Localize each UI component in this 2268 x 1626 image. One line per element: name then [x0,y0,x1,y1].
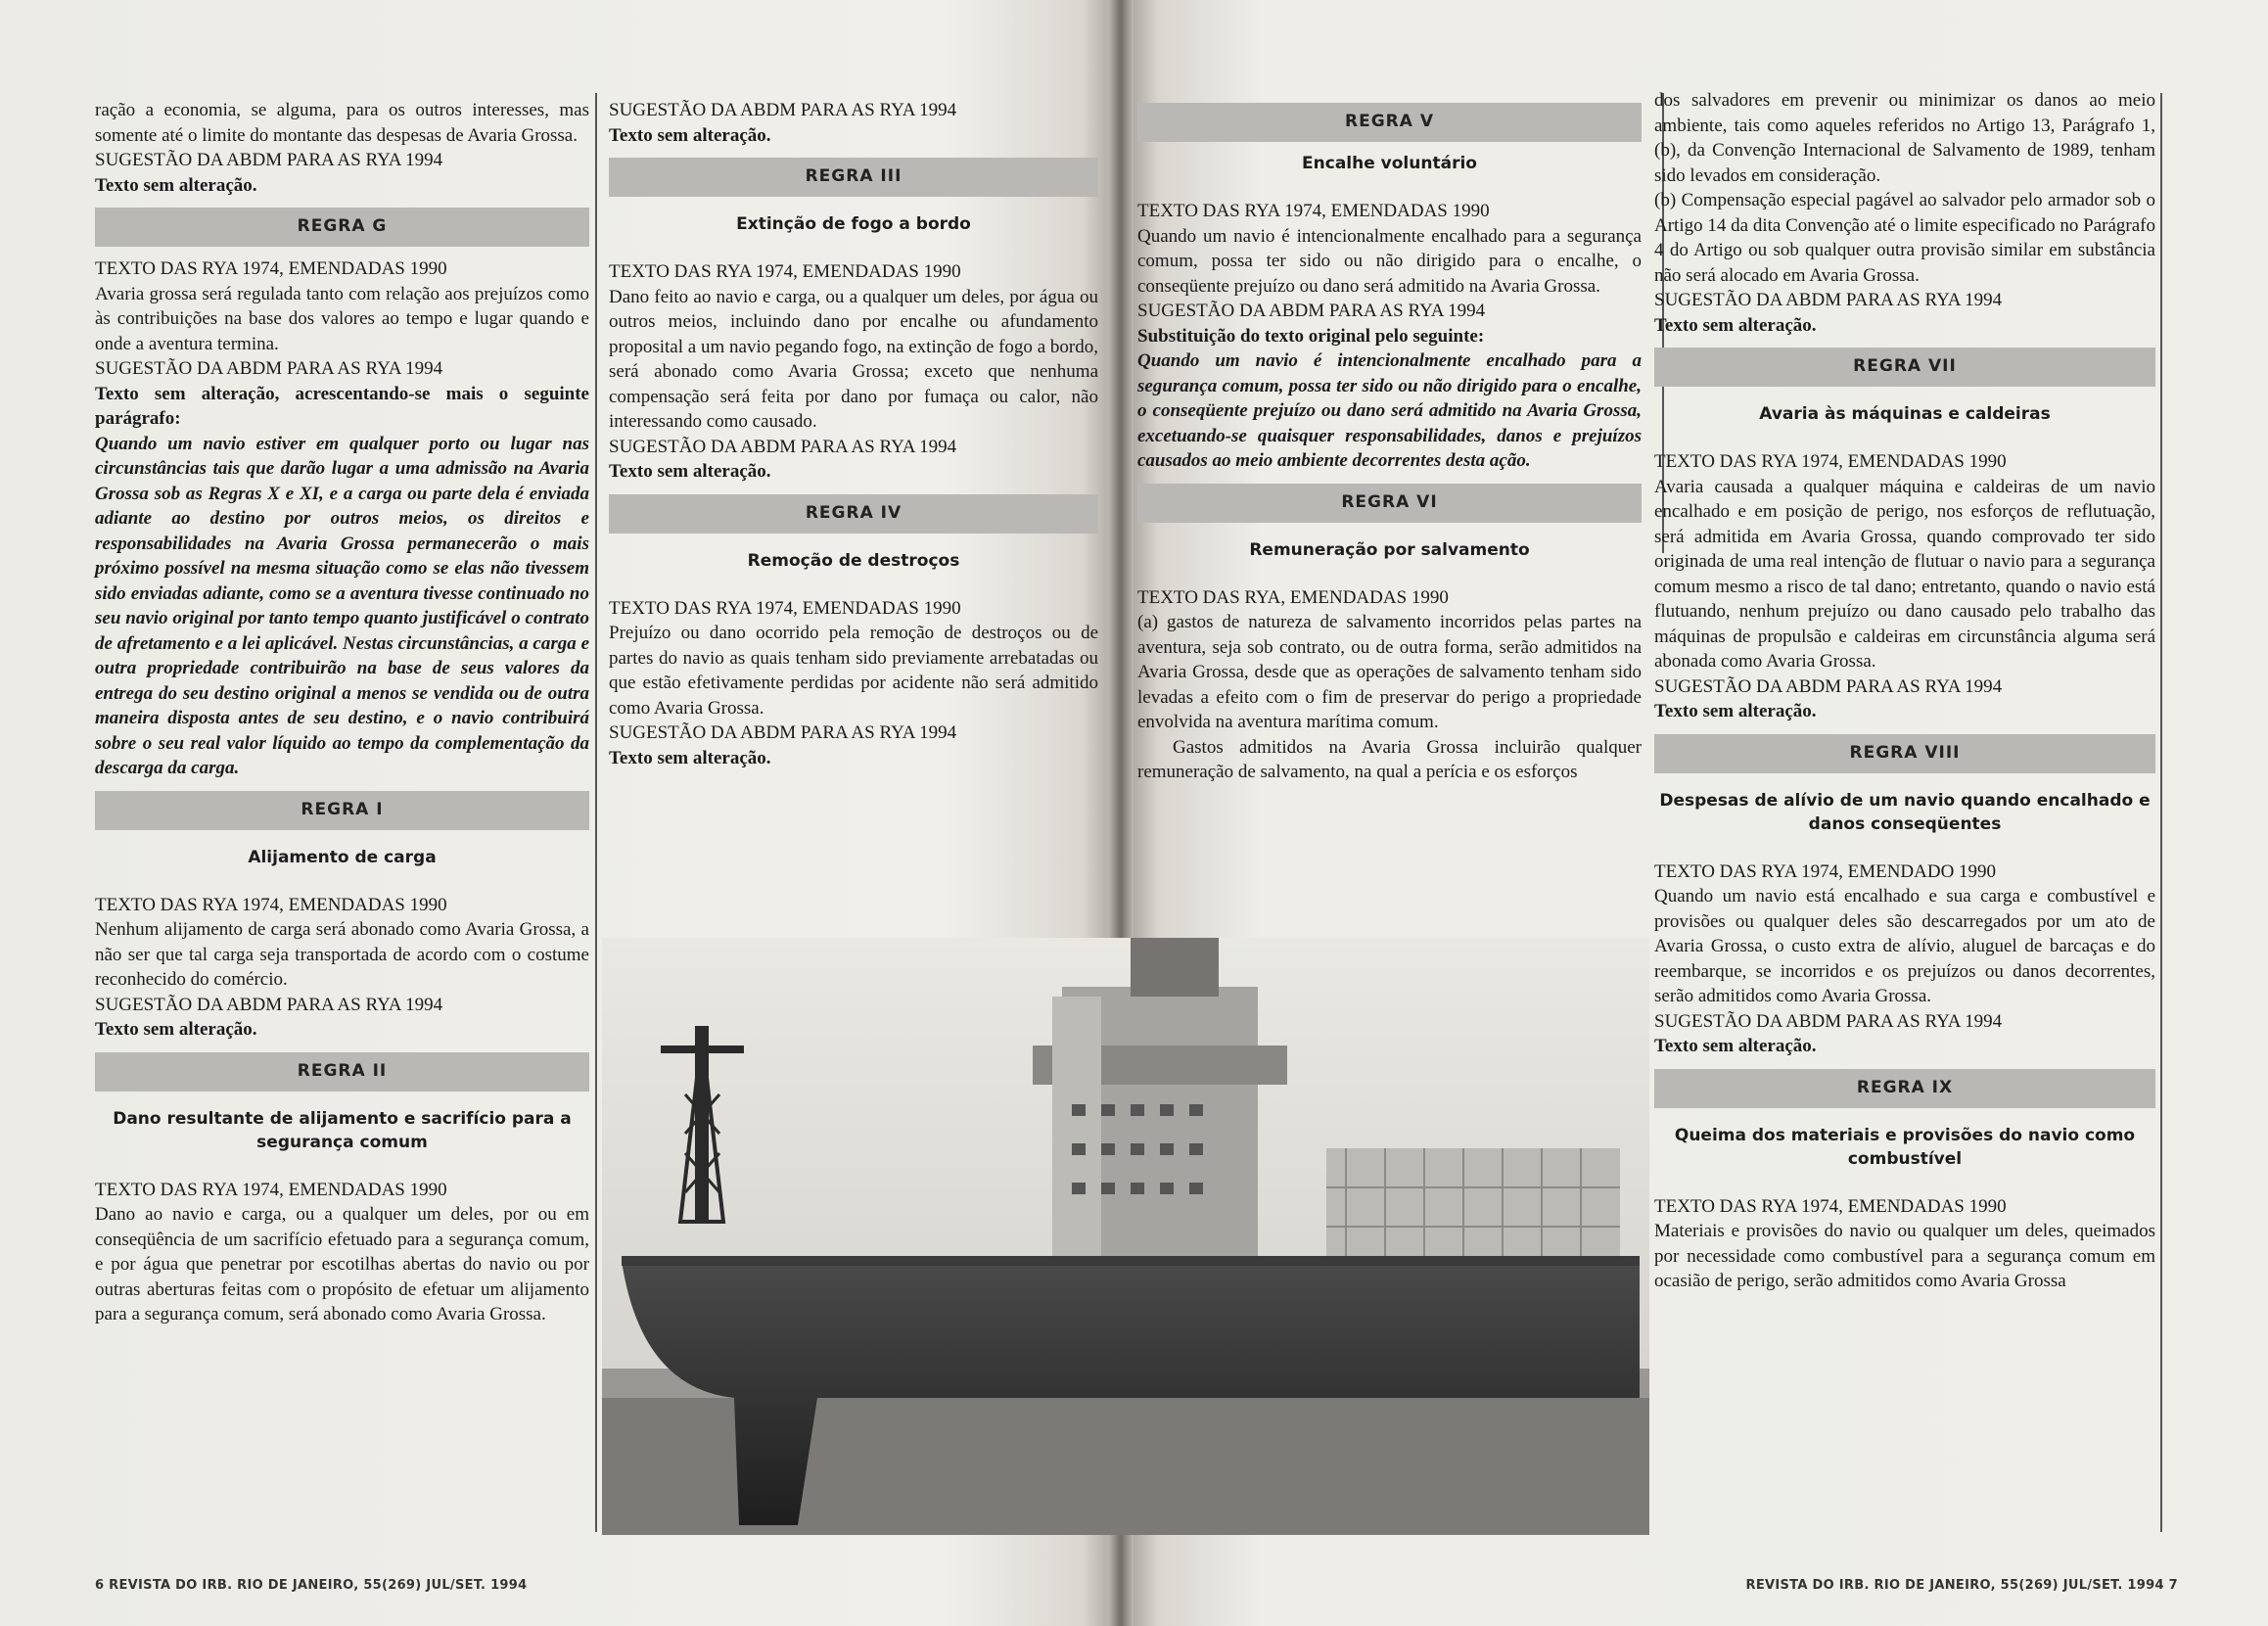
column-4 [1654,88,2155,1294]
rule-iii-title: Extinção de fogo a bordo [736,214,971,234]
rule-g-label: REGRA G [95,208,589,247]
rule-vii-label: REGRA VII [1654,348,2155,387]
rule-viii-title: Despesas de alívio de um navio quando encalhado e danos conseqüentes [1659,790,2151,834]
rule-ix-heading: TEXTO DAS RYA 1974, EMENDADAS 1990 [1654,1195,2007,1217]
column-divider [2160,93,2162,1532]
rule-g-suggestion-text: Texto sem alteração, acrescentando-se mais o seguinte parágrafo: [95,383,589,429]
rule-ii-label: REGRA II [95,1052,589,1092]
rule-vii-suggestion-text: Texto sem alteração. [1654,701,1817,721]
rule-i-suggestion-heading: SUGESTÃO DA ABDM PARA AS RYA 1994 [95,994,443,1015]
column-2 [609,98,1098,770]
rule-v-heading: TEXTO DAS RYA 1974, EMENDADAS 1990 [1137,201,1490,221]
rule-v-suggestion-text: Substituição do texto original pelo seguinte: [1137,325,1485,347]
rule-iv-heading: TEXTO DAS RYA 1974, EMENDADAS 1990 [609,597,961,619]
intro-paragraph: ração a economia, se alguma, para os outros interesses, mas somente até o limite do montante das despesas de Avaria Grossa. [95,100,589,146]
rule-g-heading: TEXTO DAS RYA 1974, EMENDADAS 1990 [95,258,447,279]
rule-vii-text: Avaria causada a qualquer máquina e caldeiras de um navio encalhado e em posição de perigo, nos esforços de reflutuação, será admitida em Avaria Grossa, quando comprovado ter sido originada de uma real intenção de flutuar o navio para a segurança comum mesmo a risco de tal dano; entretanto, quando o navio está flutuando, nenhum prejuízo ou dano causado pelo trabalho das máquinas de propulsão e caldeiras em circunstância alguma será abonada como Avaria Grossa. [1654,476,2155,672]
rule-v-suggestion-italic: Quando um navio é intencionalmente encalhado para a segurança comum, possa ter sido ou não dirigido para o encalhe, o conseqüente prejuízo ou dano será admitido na Avaria Grossa, excetuando-se quaisquer responsabilidades, danos e prejuízos causados ao meio ambiente decorrentes desta ação. [1137,350,1642,471]
column-1 [95,98,589,1327]
column-divider [595,93,597,1532]
rule-viii-suggestion-text: Texto sem alteração. [1654,1036,1817,1056]
rule-iv-title: Remoção de destroços [747,550,960,571]
right-page-footer: REVISTA DO IRB. RIO DE JANEIRO, 55(269) JUL/SET. 1994 7 [1745,1578,2178,1593]
rule-v-suggestion-heading: SUGESTÃO DA ABDM PARA AS RYA 1994 [1137,301,1486,321]
rule-vii-suggestion-heading: SUGESTÃO DA ABDM PARA AS RYA 1994 [1654,675,2003,697]
rule-ix-label: REGRA IX [1654,1069,2155,1108]
rule-iv-text: Prejuízo ou dano ocorrido pela remoção de destroços ou de partes do navio as quais tenham sido previamente arrebatadas ou que estão efetivamente perdidas por acidente não será admitido como Avaria Grossa. [609,623,1098,719]
rule-iv-label: REGRA IV [609,494,1098,534]
rule-iii-suggestion-heading: SUGESTÃO DA ABDM PARA AS RYA 1994 [609,436,957,457]
rule-iv-suggestion-heading: SUGESTÃO DA ABDM PARA AS RYA 1994 [609,722,957,743]
rule-viii-heading: TEXTO DAS RYA 1974, EMENDADO 1990 [1654,860,1997,882]
rule-iii-suggestion-text: Texto sem alteração. [609,461,771,482]
column-3 [1137,93,1642,785]
rule-vi-label: REGRA VI [1137,484,1642,523]
rule-iii-text: Dano feito ao navio e carga, ou a qualquer um deles, por água ou outros meios, incluindo dano por encalhe ou afundamento proposital a um navio pegando fogo, na extinção de fogo a bordo, será abonado como Avaria Grossa; exceto que nenhuma compensação será feita por dano por fumaça ou calor, não interessando como causado. [609,286,1098,432]
suggestion-text: Texto sem alteração. [609,124,771,146]
rule-iv-suggestion-text: Texto sem alteração. [609,747,771,768]
suggestion-heading: SUGESTÃO DA ABDM PARA AS RYA 1994 [609,100,957,120]
rule-v-text: Quando um navio é intencionalmente encalhado para a segurança comum, possa ter sido ou não dirigido para o encalhe, o conseqüente prejuízo ou dano será admitido na Avaria Grossa. [1137,225,1642,297]
rule-vi-continuation: dos salvadores em prevenir ou minimizar os danos ao meio ambiente, tais como aqueles referidos no Artigo 13, Parágrafo 1, (b), da Convenção Internacional de Salvamento de 1989, tenham sido levados em consideração. [1654,90,2155,186]
rule-v-label: REGRA V [1137,103,1642,142]
rule-vii-heading: TEXTO DAS RYA 1974, EMENDADAS 1990 [1654,451,2007,472]
suggestion-heading: SUGESTÃO DA ABDM PARA AS RYA 1994 [95,150,443,170]
rule-g-text: Avaria grossa será regulada tanto com relação aos prejuízos como às contribuições na base dos valores ao tempo e lugar quando e onde a aventura termina. [95,283,589,354]
rule-ix-title: Queima dos materiais e provisões do navio como combustível [1674,1125,2136,1169]
rule-viii-text: Quando um navio está encalhado e sua carga e combustível e provisões ou qualquer deles são descarregados por um ato de Avaria Grossa, o custo extra de alívio, aluguel de barcaças e do reembarque, se incorridos e os prejuízos ou danos decorrentes, serão admitidos como Avaria Grossa. [1654,886,2155,1006]
rule-i-suggestion-text: Texto sem alteração. [95,1019,257,1040]
suggestion-text: Texto sem alteração. [95,174,257,196]
container-ship-photo [602,938,1649,1535]
rule-g-suggestion-italic: Quando um navio estiver em qualquer porto ou lugar nas circunstâncias tais que darão lugar a uma admissão na Avaria Grossa sob as Regras X e XI, e a carga ou parte dela é enviada adiante ao destino por outros meios, os direitos e responsabilidades na Avaria Grossa permanecerão o mais próximo possível na mesma situação como se elas não tivessem sido enviadas adiante, como se a aventura tivesse continuado no seu navio original por tanto tempo quanto justificável o contrato de afretamento e a lei aplicável. Nestas circunstâncias, a carga e outra propriedade contribuirão na base de seus valores da entrega do seu destino original a menos se vendida ou de outra maneira disposta antes de seu destino, e o navio contribuirá sobre o seu real valor líquido ao tempo da complementação da descarga da carga. [95,433,589,778]
rule-viii-label: REGRA VIII [1654,734,2155,773]
rule-i-text: Nenhum alijamento de carga será abonado como Avaria Grossa, a não ser que tal carga seja transportada de acordo com o costume reconhecido do comércio. [95,919,589,990]
rule-ix-text: Materiais e provisões do navio ou qualquer um deles, queimados por necessidade como combustível para a segurança comum em ocasião de perigo, serão admitidos como Avaria Grossa [1654,1221,2155,1291]
rule-vi-text-continued: Gastos admitidos na Avaria Grossa incluirão qualquer remuneração de salvamento, na qual a perícia e os esforços [1137,736,1642,782]
left-page-footer: 6 REVISTA DO IRB. RIO DE JANEIRO, 55(269) JUL/SET. 1994 [95,1578,528,1593]
rule-ii-heading: TEXTO DAS RYA 1974, EMENDADAS 1990 [95,1179,447,1200]
rule-vi-title: Remuneração por salvamento [1249,539,1530,560]
rule-i-label: REGRA I [95,791,589,830]
rule-iii-heading: TEXTO DAS RYA 1974, EMENDADAS 1990 [609,261,961,282]
rule-viii-suggestion-heading: SUGESTÃO DA ABDM PARA AS RYA 1994 [1654,1010,2003,1032]
rule-i-heading: TEXTO DAS RYA 1974, EMENDADAS 1990 [95,894,447,915]
rule-i-title: Alijamento de carga [248,847,437,867]
suggestion-text: Texto sem alteração. [1654,314,1817,336]
rule-vi-item-b: (b) Compensação especial pagável ao salvador pelo armador sob o Artigo 14 da dita Convenção até o limite especificado no Parágrafo 4 do Artigo ou sob qualquer outra provisão similar em substância não será alocado em Avaria Grossa. [1654,190,2155,286]
rule-ii-title: Dano resultante de alijamento e sacrifício para a segurança comum [113,1108,572,1152]
rule-vi-heading: TEXTO DAS RYA, EMENDADAS 1990 [1137,586,1449,608]
rule-v-title: Encalhe voluntário [1302,154,1477,173]
ship-illustration [602,938,1649,1535]
rule-vi-text: (a) gastos de natureza de salvamento incorridos pelas partes na aventura, seja sob contrato, ou de outra forma, serão admitidos na Avaria Grossa, desde que as operações de salvamento tenham sido levadas a efeito com o fim de preservar do perigo a propriedade envolvida na aventura marítima comum. [1137,612,1642,732]
rule-vii-title: Avaria às máquinas e caldeiras [1759,404,2051,424]
rule-iii-label: REGRA III [609,158,1098,197]
rule-ii-text: Dano ao navio e carga, ou a qualquer um deles, por ou em conseqüência de um sacrifício efetuado para a segurança comum, e por água que penetrar por escotilhas abertas do navio ou por outras aberturas feitas com o propósito de efetuar um alijamento para a segurança comum, será abonado como Avaria Grossa. [95,1204,589,1324]
suggestion-heading: SUGESTÃO DA ABDM PARA AS RYA 1994 [1654,290,2003,310]
rule-g-suggestion-heading: SUGESTÃO DA ABDM PARA AS RYA 1994 [95,358,443,379]
